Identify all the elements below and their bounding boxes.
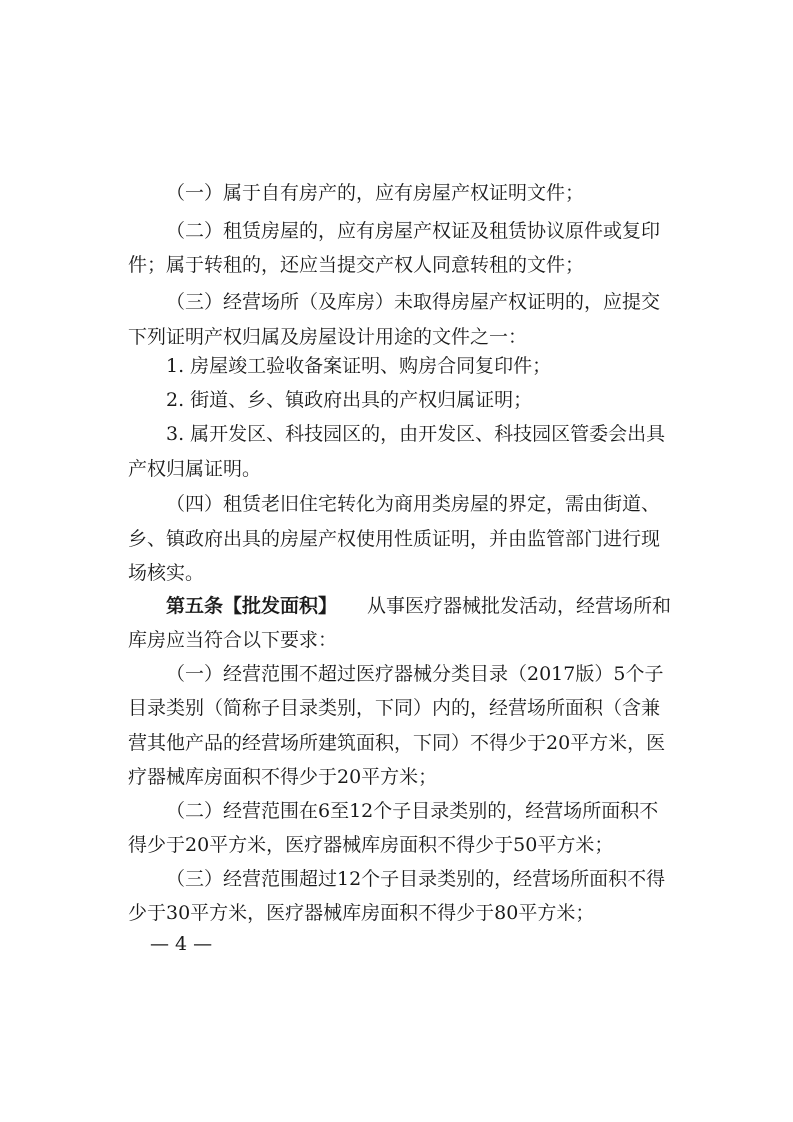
- paragraph-line: 场核实。: [128, 562, 205, 584]
- page-number: — 4 —: [150, 933, 213, 955]
- paragraph-line: （一）属于自有房产的，应有房屋产权证明文件；: [166, 182, 585, 204]
- paragraph-line: （三）经营范围超过12个子目录类别的，经营场所面积不得: [166, 868, 666, 890]
- paragraph-line: （三）经营场所（及库房）未取得房屋产权证明的，应提交: [166, 291, 661, 313]
- paragraph-line: 营其他产品的经营场所建筑面积，下同）不得少于20平方米，医: [128, 732, 666, 754]
- paragraph-line: 3. 属开发区、科技园区的，由开发区、科技园区管委会出具: [166, 423, 666, 445]
- article-heading: 第五条【批发面积】: [166, 595, 338, 617]
- paragraph-line: （二）经营范围在6至12个子目录类别的，经营场所面积不: [166, 800, 659, 822]
- paragraph-line: 产权归属证明。: [128, 458, 262, 480]
- paragraph-line: 少于30平方米，医疗器械库房面积不得少于80平方米；: [128, 902, 595, 924]
- paragraph-line: 疗器械库房面积不得少于20平方米；: [128, 766, 438, 788]
- paragraph-line: （四）租赁老旧住宅转化为商用类房屋的界定，需由街道、: [166, 493, 661, 515]
- paragraph-line: （一）经营范围不超过医疗器械分类目录（2017版）5个子: [166, 663, 664, 685]
- paragraph-line: 得少于20平方米，医疗器械库房面积不得少于50平方米；: [128, 834, 614, 856]
- paragraph-line: 件；属于转租的，还应当提交产权人同意转租的文件；: [128, 254, 585, 276]
- article-text: 从事医疗器械批发活动，经营场所和: [367, 595, 672, 617]
- paragraph-line: 库房应当符合以下要求：: [128, 629, 338, 651]
- paragraph-line: （二）租赁房屋的，应有房屋产权证及租赁协议原件或复印: [166, 220, 661, 242]
- paragraph-line: 乡、镇政府出具的房屋产权使用性质证明，并由监管部门进行现: [128, 528, 661, 550]
- paragraph-line: 目录类别（简称子目录类别，下同）内的，经营场所面积（含兼: [128, 697, 661, 719]
- article-line: [166, 594, 672, 618]
- paragraph-line: 下列证明产权归属及房屋设计用途的文件之一：: [128, 326, 528, 348]
- paragraph-line: 2. 街道、乡、镇政府出具的产权归属证明；: [166, 389, 533, 411]
- paragraph-line: 1. 房屋竣工验收备案证明、购房合同复印件；: [166, 355, 552, 377]
